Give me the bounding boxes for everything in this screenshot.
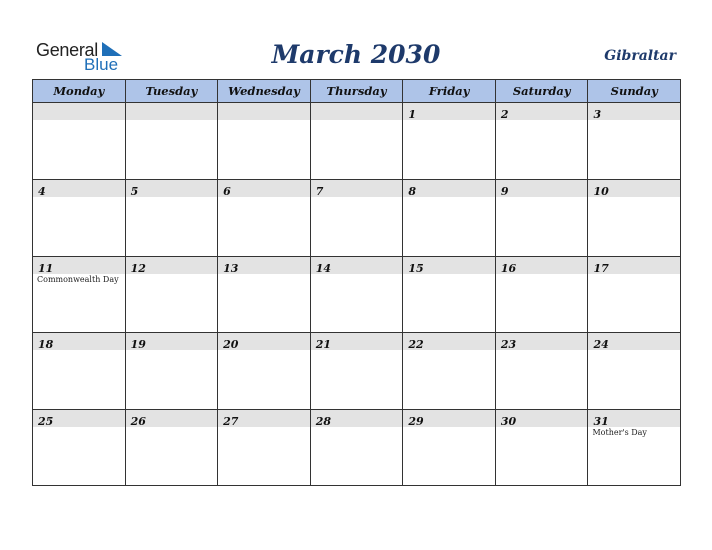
calendar-day-cell xyxy=(311,410,404,486)
calendar-day-cell xyxy=(218,333,311,409)
calendar-day-cell xyxy=(311,103,404,179)
day-number: 15 xyxy=(408,261,424,275)
calendar-week-row xyxy=(33,257,680,334)
day-number: 7 xyxy=(315,184,324,198)
day-number: 11 xyxy=(38,261,54,275)
day-number: 8 xyxy=(408,184,416,198)
day-number: 31 xyxy=(593,415,609,429)
calendar-weeks xyxy=(33,103,680,486)
day-number: 6 xyxy=(223,184,231,198)
calendar-day-cell xyxy=(496,103,589,179)
day-number: 24 xyxy=(593,338,609,352)
day-number-bar xyxy=(33,257,125,274)
calendar-week-row xyxy=(33,410,680,486)
calendar-day-cell xyxy=(403,410,496,486)
day-number-bar xyxy=(403,103,495,120)
calendar-title: March 2030 xyxy=(271,40,441,69)
day-number: 18 xyxy=(38,338,54,352)
day-number-bar xyxy=(311,103,403,120)
day-number-bar xyxy=(218,180,310,197)
day-number: 26 xyxy=(130,415,146,429)
day-number: 20 xyxy=(223,338,239,352)
day-number: 23 xyxy=(500,338,517,352)
day-number: 12 xyxy=(130,261,146,275)
calendar-day-cell xyxy=(496,333,589,409)
day-number: 25 xyxy=(38,415,54,429)
logo-text-blue: Blue xyxy=(84,55,119,74)
day-number-bar xyxy=(126,103,218,120)
day-number-bar xyxy=(403,180,495,197)
calendar-day-cell xyxy=(33,257,126,333)
calendar-day-cell xyxy=(403,257,496,333)
day-number-bar xyxy=(311,410,403,427)
day-number-bar xyxy=(126,410,218,427)
weekday-header: Tuesday xyxy=(126,80,219,102)
day-number-bar xyxy=(218,333,310,350)
day-number: 30 xyxy=(500,415,517,429)
day-number-bar xyxy=(218,257,310,274)
holiday-label: Mother's Day xyxy=(592,428,647,438)
calendar-day-cell xyxy=(588,180,680,256)
weekday-header: Saturday xyxy=(496,80,589,102)
calendar-day-cell xyxy=(126,180,219,256)
calendar-day-cell xyxy=(496,180,589,256)
day-number: 27 xyxy=(223,415,239,429)
day-number: 14 xyxy=(315,261,332,275)
calendar-day-cell xyxy=(311,333,404,409)
day-number: 17 xyxy=(593,261,609,275)
day-number-bar xyxy=(588,103,680,120)
calendar-day-cell xyxy=(311,180,404,256)
holiday-label: Commonwealth Day xyxy=(37,274,119,284)
logo-text-general: General xyxy=(36,40,98,60)
day-number: 13 xyxy=(223,261,239,275)
day-number-bar xyxy=(126,257,218,274)
calendar-day-cell xyxy=(496,257,589,333)
calendar-day-cell xyxy=(126,103,219,179)
calendar-grid xyxy=(32,79,681,486)
calendar-week-row xyxy=(33,103,680,180)
calendar-day-cell xyxy=(33,103,126,179)
calendar-day-cell xyxy=(403,333,496,409)
weekday-header: Monday xyxy=(33,80,126,102)
day-number-bar xyxy=(126,180,218,197)
day-number-bar xyxy=(126,333,218,350)
day-number-bar xyxy=(588,333,680,350)
day-number-bar xyxy=(403,410,495,427)
calendar-day-cell xyxy=(588,103,680,179)
day-number-bar xyxy=(311,333,403,350)
day-number-bar xyxy=(33,103,125,120)
calendar-day-cell xyxy=(218,410,311,486)
calendar-week-row xyxy=(33,180,680,257)
calendar-day-cell xyxy=(218,257,311,333)
calendar-day-cell xyxy=(588,410,680,486)
day-number-bar xyxy=(33,333,125,350)
day-number: 10 xyxy=(593,184,609,198)
day-number-bar xyxy=(403,333,495,350)
day-number: 5 xyxy=(130,184,139,198)
day-number-bar xyxy=(496,333,588,350)
calendar-day-cell xyxy=(588,333,680,409)
day-number-bar xyxy=(311,257,403,274)
calendar-day-cell xyxy=(126,333,219,409)
day-number: 9 xyxy=(500,184,509,198)
day-number: 3 xyxy=(593,108,602,121)
calendar-week-row xyxy=(33,333,680,410)
day-number-bar xyxy=(311,180,403,197)
day-number: 21 xyxy=(315,338,332,352)
day-number-bar xyxy=(496,180,588,197)
day-number-bar xyxy=(496,103,588,120)
weekday-header: Sunday xyxy=(610,84,658,98)
day-number-bar xyxy=(33,410,125,427)
day-number-bar xyxy=(218,103,310,120)
calendar-day-cell xyxy=(33,180,126,256)
calendar-day-cell xyxy=(311,257,404,333)
day-number: 1 xyxy=(408,108,416,121)
weekday-header-row xyxy=(33,80,680,103)
calendar-day-cell xyxy=(403,103,496,179)
day-number-bar xyxy=(588,410,680,427)
weekday-header: Friday xyxy=(403,80,496,102)
day-number: 19 xyxy=(130,338,146,352)
day-number: 29 xyxy=(408,415,424,429)
day-number: 22 xyxy=(408,338,424,352)
calendar-day-cell xyxy=(218,103,311,179)
day-number-bar xyxy=(403,257,495,274)
day-number: 16 xyxy=(500,261,517,275)
calendar-region: Gibraltar xyxy=(604,48,676,64)
calendar-day-cell xyxy=(126,257,219,333)
weekday-header: Thursday xyxy=(311,80,404,102)
day-number: 2 xyxy=(500,108,509,121)
day-number-bar xyxy=(588,257,680,274)
day-number-bar xyxy=(588,180,680,197)
day-number-bar xyxy=(496,257,588,274)
day-number-bar xyxy=(218,410,310,427)
calendar-day-cell xyxy=(33,333,126,409)
calendar-day-cell xyxy=(218,180,311,256)
day-number-bar xyxy=(33,180,125,197)
day-number: 4 xyxy=(38,184,46,198)
calendar-day-cell xyxy=(403,180,496,256)
calendar-day-cell xyxy=(496,410,589,486)
calendar-day-cell xyxy=(126,410,219,486)
day-number: 28 xyxy=(315,415,332,429)
calendar-day-cell xyxy=(588,257,680,333)
day-number-bar xyxy=(496,410,588,427)
calendar-day-cell xyxy=(33,410,126,486)
weekday-header: Wednesday xyxy=(218,80,311,102)
